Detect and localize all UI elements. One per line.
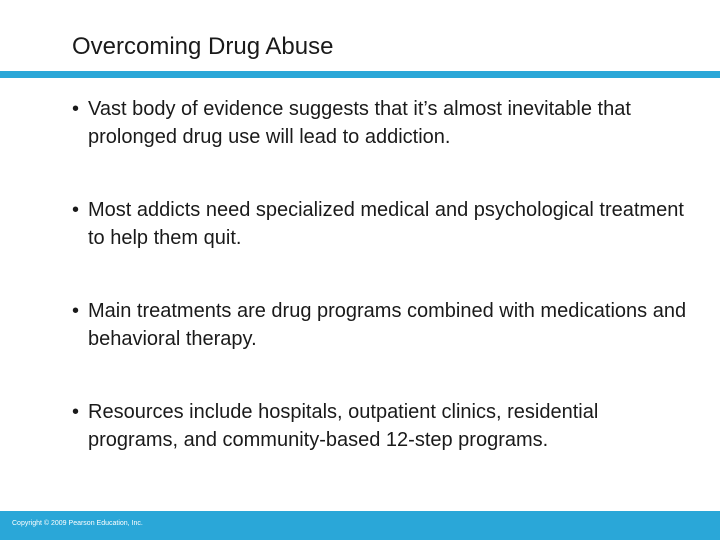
bullet-text: Main treatments are drug programs combined with medications and behavioral therapy. [88,300,687,350]
bullet-marker: • [72,300,80,322]
bullet-marker: • [72,199,80,221]
bullet-text: Vast body of evidence suggests that it’s almost inevitable that prolonged drug use will lead to addiction. [88,98,631,148]
copyright-text: Copyright © 2009 Pearson Education, Inc. [12,520,143,527]
slide-title: Overcoming Drug Abuse [72,33,334,60]
bullet-text: Most addicts need specialized medical and psychological treatment to help them quit. [88,199,684,249]
bullet-text: Resources include hospitals, outpatient clinics, residential programs, and community-based 12-step programs. [88,401,599,451]
bullet-item [72,196,692,252]
bullet-item [72,95,692,151]
bullet-marker: • [72,401,80,423]
title-divider [0,71,720,78]
bullet-item [72,297,692,353]
bullet-item [72,398,692,454]
footer-bar [0,511,720,540]
bullet-marker: • [72,98,80,120]
bullet-list [72,95,692,499]
